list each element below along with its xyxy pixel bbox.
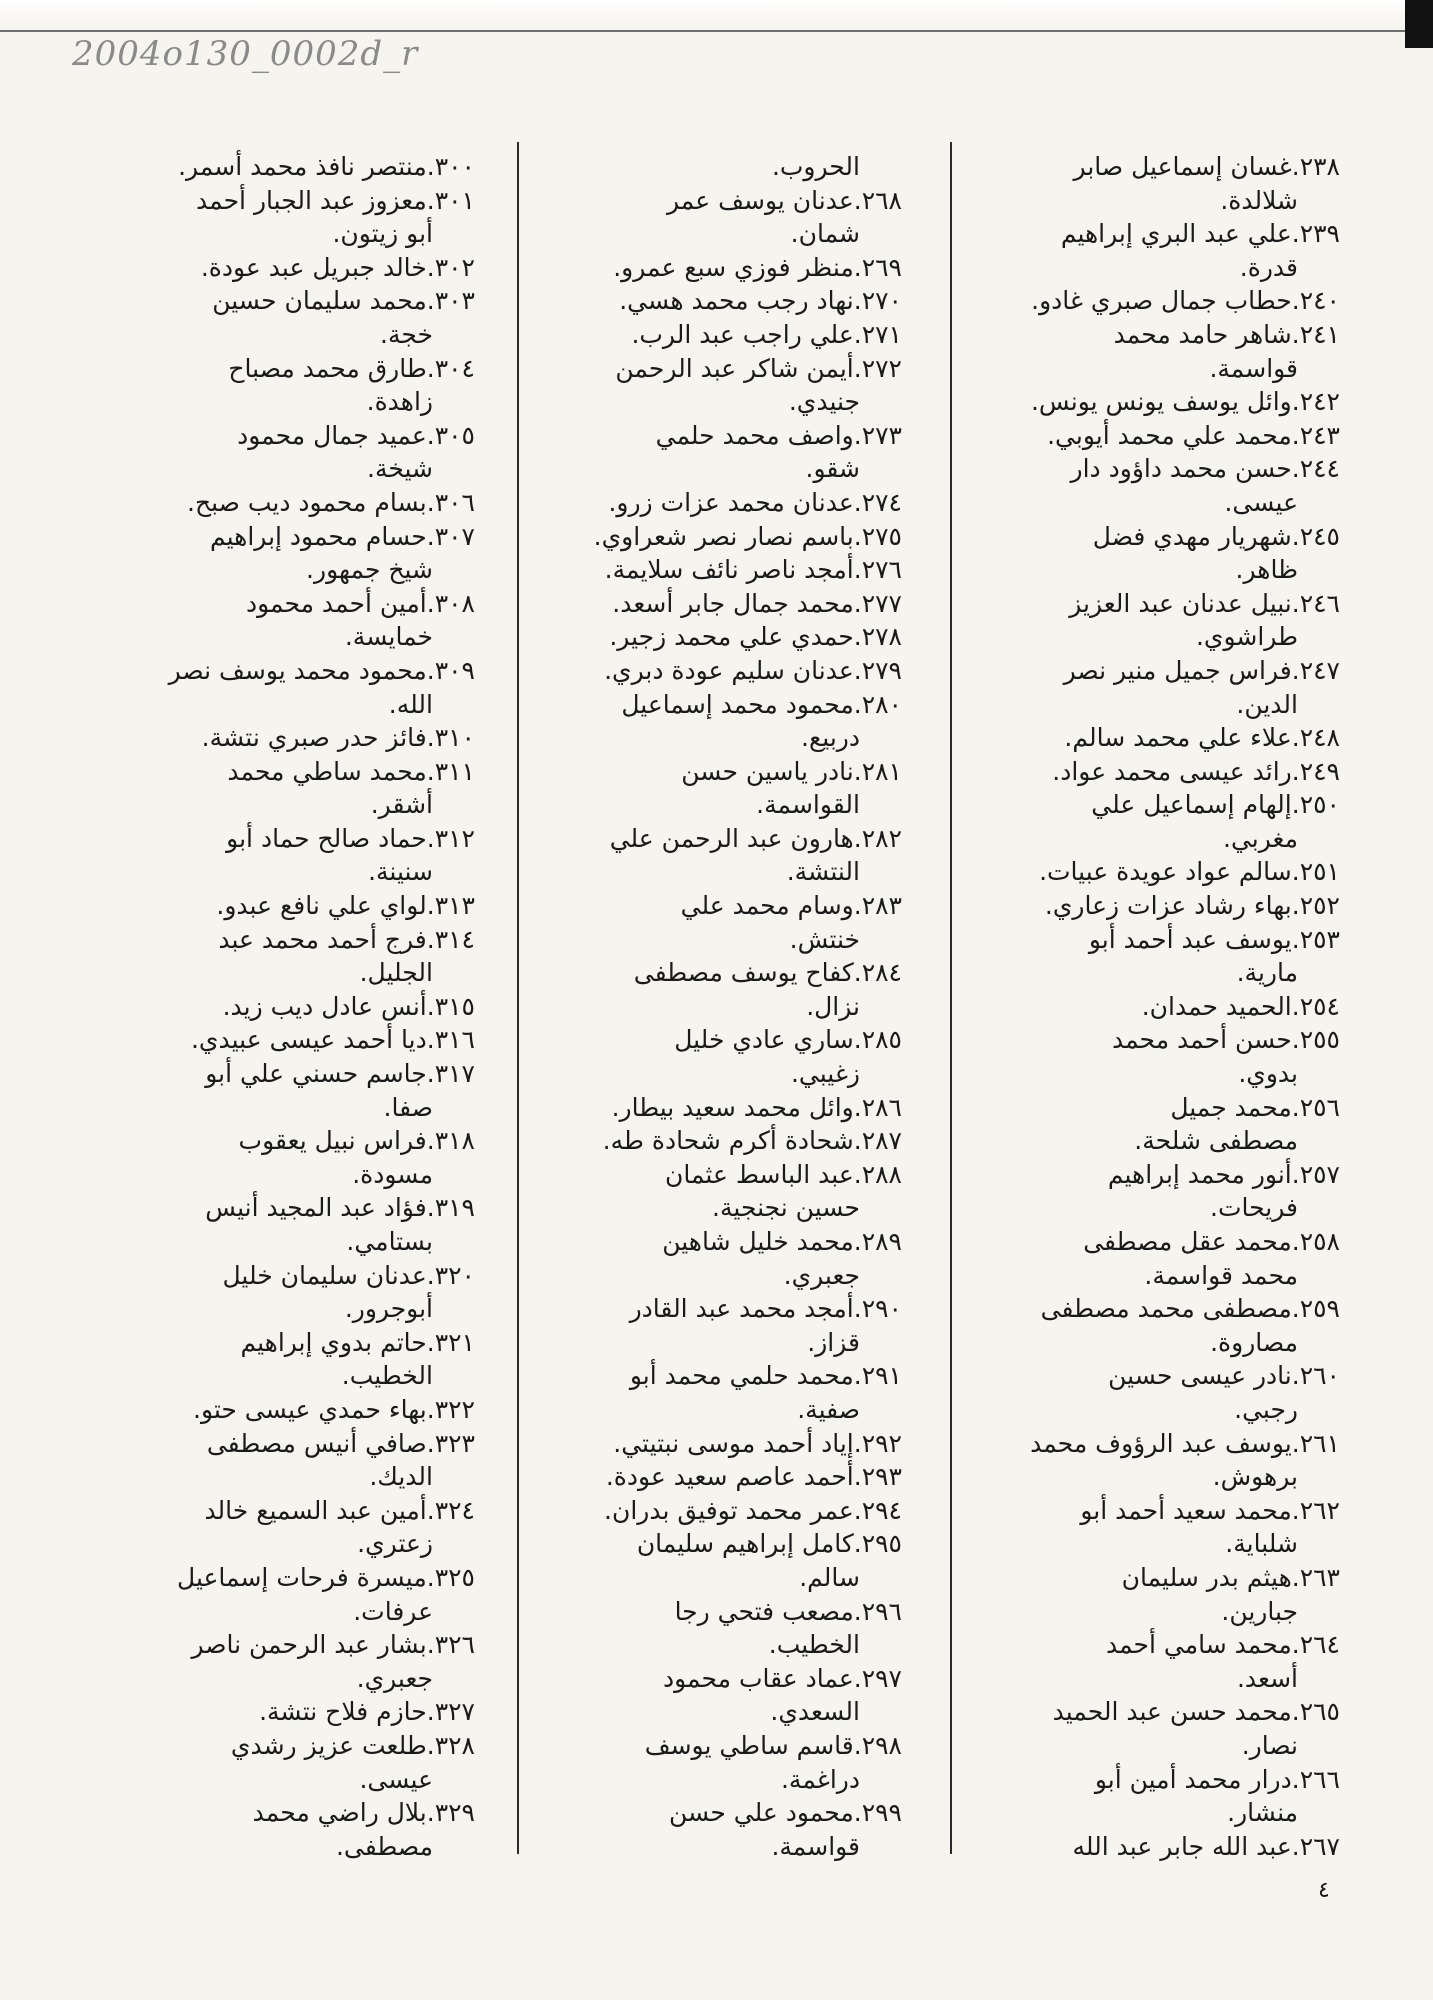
- list-item-continuation: قدرة.: [1239, 252, 1298, 282]
- list-item-continuation: النتشة.: [786, 857, 860, 887]
- list-item-continuation: سالم.: [799, 1562, 860, 1592]
- list-item-continuation: منشار.: [1227, 1798, 1298, 1828]
- page-top-edge: [0, 30, 1433, 32]
- scan-corner-mark: [1405, 0, 1433, 48]
- list-item: ٢٣٨.غسان إسماعيل صابر: [1073, 152, 1340, 181]
- list-item: ٣٢٣.صافي أنيس مصطفى: [206, 1428, 475, 1458]
- list-item-continuation: دربيع.: [801, 723, 860, 753]
- list-item: ٢٤١.شاهر حامد محمد: [1113, 319, 1340, 349]
- list-item-continuation: نصار.: [1241, 1730, 1298, 1760]
- list-item: ٣١٨.فراس نبيل يعقوب: [238, 1126, 475, 1156]
- list-item: ٣٠٩.محمود محمد يوسف نصر: [168, 655, 475, 685]
- scan-edge: [0, 0, 1433, 28]
- list-item-continuation: زعتري.: [357, 1529, 433, 1559]
- list-item-continuation: عيسى.: [1224, 487, 1298, 517]
- list-item-continuation: محمد قواسمة.: [1144, 1260, 1298, 1290]
- list-item-continuation: الديك.: [369, 1462, 433, 1492]
- list-item-continuation: طراشوي.: [1195, 622, 1298, 652]
- list-item-continuation: شيخة.: [367, 454, 433, 484]
- list-item: ٣٠٦.بسام محمود ديب صبح.: [187, 487, 475, 517]
- list-item-continuation: جعبري.: [783, 1260, 860, 1290]
- list-item: ٢٩٩.محمود علي حسن: [669, 1798, 902, 1828]
- list-item-continuation: أبوجرور.: [344, 1294, 433, 1324]
- list-item: ٣٢١.حاتم بدوي إبراهيم: [240, 1327, 475, 1357]
- list-item: ٢٦٩.منظر فوزي سبع عمرو.: [613, 252, 902, 282]
- list-item: ٢٥٩.مصطفى محمد مصطفى: [1040, 1294, 1340, 1324]
- list-item: ٢٦٢.محمد سعيد أحمد أبو: [1080, 1495, 1340, 1525]
- list-item-continuation: بدوي.: [1238, 1059, 1298, 1089]
- list-item-continuation: نزال.: [806, 991, 860, 1021]
- list-item-continuation: الدين.: [1236, 689, 1298, 719]
- list-item-continuation: الخطيب.: [341, 1361, 433, 1391]
- list-item: ٢٩٠.أمجد محمد عبد القادر: [629, 1294, 902, 1324]
- list-item: ٣١٦.ديا أحمد عيسى عبيدي.: [190, 1025, 475, 1055]
- list-item: ٢٩٤.عمر محمد توفيق بدران.: [604, 1495, 902, 1525]
- list-item-continuation: خنتش.: [789, 924, 860, 954]
- list-item: ٢٥٣.يوسف عبد أحمد أبو: [1088, 924, 1340, 954]
- list-item-continuation: سنينة.: [368, 857, 433, 887]
- list-item: ٢٩٥.كامل إبراهيم سليمان: [636, 1529, 902, 1559]
- list-item-continuation: شيخ جمهور.: [306, 555, 433, 585]
- list-item: ٣٠٠.منتصر نافذ محمد أسمر.: [178, 152, 475, 181]
- names-column-middle: [542, 150, 902, 1863]
- list-item: ٢٥١.سالم عواد عويدة عبيات.: [1039, 857, 1340, 887]
- list-item: ٢٨٠.محمود محمد إسماعيل: [621, 689, 902, 719]
- list-item-continuation: بستامي.: [346, 1227, 433, 1256]
- list-item: ٢٩٧.عماد عقاب محمود: [662, 1663, 902, 1693]
- list-item-continuation: حسين نجنجية.: [712, 1193, 860, 1223]
- list-item: ٢٧٨.حمدي علي محمد زجير.: [609, 622, 902, 652]
- list-item: ٣٢٨.طلعت عزيز رشدي: [230, 1730, 475, 1760]
- list-item: ٢٥٢.بهاء رشاد عزات زعاري.: [1044, 891, 1340, 921]
- list-item: ٢٤٣.محمد علي محمد أيوبي.: [1047, 420, 1340, 450]
- list-item: ٢٧٧.محمد جمال جابر أسعد.: [612, 588, 902, 618]
- names-column-left: [115, 150, 475, 1863]
- list-item: ٢٦٧.عبد الله جابر عبد الله: [1072, 1831, 1340, 1861]
- list-item: ٣١٠.فائز حدر صبري نتشة.: [201, 723, 475, 753]
- list-item: ٣٢٥.ميسرة فرحات إسماعيل: [177, 1562, 475, 1592]
- list-item: ٢٧٢.أيمن شاكر عبد الرحمن: [615, 353, 902, 383]
- list-item-continuation: برهوش.: [1212, 1462, 1298, 1492]
- list-item: ٣٢٤.أمين عبد السميع خالد: [204, 1495, 475, 1525]
- list-item: ٢٧٠.نهاد رجب محمد هسي.: [619, 286, 902, 316]
- list-item-continuation: مصطفى شلحة.: [1134, 1126, 1298, 1156]
- list-item: ٢٩٢.إياد أحمد موسى نبتيتي.: [613, 1428, 902, 1458]
- column-divider: [517, 142, 519, 1854]
- list-item: ٣١٢.حماد صالح حماد أبو: [226, 823, 475, 853]
- list-item-continuation: جبارين.: [1221, 1596, 1298, 1626]
- list-item: ٢٥٨.محمد عقل مصطفى: [1083, 1227, 1340, 1256]
- list-item: ٢٨٦.وائل محمد سعيد بيطار.: [611, 1092, 902, 1122]
- list-item-continuation: أبو زيتون.: [332, 219, 433, 249]
- list-item: ٢٦٣.هيثم بدر سليمان: [1121, 1562, 1340, 1592]
- list-item-continuation: خمايسة.: [344, 622, 433, 652]
- list-item: ٣٢٦.بشار عبد الرحمن ناصر: [191, 1630, 475, 1660]
- list-item-continuation: قواسمة.: [1209, 353, 1298, 383]
- list-item-continuation: عرفات.: [353, 1596, 433, 1626]
- list-item: ٢٩٣.أحمد عاصم سعيد عودة.: [605, 1462, 902, 1492]
- list-item-continuation: خجة.: [380, 319, 433, 349]
- list-item: ٣٢٢.بهاء حمدي عيسى حتو.: [193, 1394, 475, 1424]
- list-item: ٢٤٤.حسن محمد داؤود دار: [1070, 454, 1340, 484]
- list-item: ٣١٥.أنس عادل ديب زيد.: [222, 991, 475, 1021]
- list-item: ٢٩١.محمد حلمي محمد أبو: [629, 1361, 902, 1391]
- list-item-continuation: مارية.: [1236, 958, 1298, 988]
- list-item: ٢٨٤.كفاح يوسف مصطفى: [633, 958, 902, 988]
- list-item: ٣٢٧.حازم فلاح نتشة.: [259, 1697, 475, 1727]
- list-item: ٢٩٦.مصعب فتحي رجا: [674, 1596, 902, 1626]
- list-item-continuation: الجليل.: [359, 958, 433, 988]
- list-item: ٢٤٦.نبيل عدنان عبد العزيز: [1069, 588, 1340, 618]
- list-item: ٣٢٠.عدنان سليمان خليل: [222, 1260, 475, 1290]
- list-item-continuation: دراغمة.: [780, 1764, 860, 1794]
- list-item: ٢٦٦.درار محمد أمين أبو: [1094, 1764, 1340, 1794]
- list-item: ٢٥٤.الحميد حمدان.: [1141, 991, 1340, 1021]
- column-divider: [950, 142, 952, 1854]
- list-item: ٢٨٩.محمد خليل شاهين: [662, 1227, 902, 1256]
- names-column-right: [1000, 150, 1340, 1863]
- list-item: ٢٤٨.علاء علي محمد سالم.: [1064, 723, 1340, 753]
- list-item-continuation: السعدي.: [770, 1697, 860, 1727]
- list-item: ٢٨٧.شحادة أكرم شحادة طه.: [602, 1126, 902, 1156]
- list-item-continuation: مسودة.: [352, 1159, 433, 1189]
- list-item-continuation: عيسى.: [359, 1764, 433, 1794]
- list-item-continuation: ظاهر.: [1235, 555, 1298, 585]
- list-item: ٣٠٥.عميد جمال محمود: [237, 420, 475, 450]
- list-item: ٢٩٨.قاسم ساطي يوسف: [644, 1730, 902, 1760]
- list-item-continuation: شقو.: [805, 454, 860, 484]
- list-item: ٣٠١.معزوز عبد الجبار أحمد: [196, 185, 475, 215]
- list-item: ٢٨٨.عبد الباسط عثمان: [664, 1159, 902, 1189]
- list-item-continuation: صفا.: [383, 1092, 433, 1122]
- list-item: ٢٤٥.شهريار مهدي فضل: [1092, 521, 1340, 551]
- list-item-continuation: شمان.: [790, 219, 860, 249]
- list-item: ٢٤٢.وائل يوسف يونس يونس.: [1030, 387, 1340, 417]
- page-number: ٤: [1318, 1878, 1330, 1903]
- list-item-continuation: صفية.: [797, 1394, 860, 1424]
- handwritten-annotation: 2004o130_0002d_r: [72, 34, 419, 74]
- list-item-continuation: شلالدة.: [1220, 185, 1298, 215]
- list-item: ٢٧١.علي راجب عبد الرب.: [631, 319, 902, 349]
- list-item: ٣٢٩.بلال راضي محمد: [252, 1798, 475, 1828]
- list-item: ٢٤٩.رائد عيسى محمد عواد.: [1052, 756, 1340, 786]
- list-item: ٢٧٣.واصف محمد حلمي: [655, 420, 902, 450]
- list-item: ٢٦١.يوسف عبد الرؤوف محمد: [1030, 1428, 1340, 1458]
- list-item-continuation: أسعد.: [1236, 1663, 1298, 1693]
- list-item: ٢٤٧.فراس جميل منير نصر: [1063, 655, 1340, 685]
- list-item: ٣١١.محمد ساطي محمد: [227, 756, 475, 786]
- list-item: ٢٧٤.عدنان محمد عزات زرو.: [608, 487, 902, 517]
- list-item: ٢٥٠.إلهام إسماعيل علي: [1091, 790, 1340, 820]
- list-item: ٢٨٥.ساري عادي خليل: [674, 1025, 902, 1055]
- list-item-continuation: الله.: [388, 689, 433, 719]
- list-item-continuation: قزاز.: [807, 1327, 860, 1357]
- list-item: ٢٧٦.أمجد ناصر نائف سلايمة.: [604, 555, 902, 585]
- list-item-continuation: قواسمة.: [771, 1831, 860, 1861]
- list-item-continuation: أشقر.: [370, 790, 433, 820]
- list-item-continuation: زاهدة.: [366, 387, 433, 417]
- list-item: ٢٧٩.عدنان سليم عودة دبري.: [604, 655, 902, 685]
- list-item-continuation: فريحات.: [1210, 1193, 1298, 1223]
- list-item: ٢٥٧.أنور محمد إبراهيم: [1107, 1159, 1340, 1189]
- list-item-continuation: مصطفى.: [335, 1831, 433, 1861]
- list-item-continuation: رجبي.: [1234, 1394, 1298, 1424]
- list-item: ٣٠٢.خالد جبريل عبد عودة.: [200, 252, 475, 282]
- list-item-continuation: جعبري.: [356, 1663, 433, 1693]
- list-item: ٢٨١.نادر ياسين حسن: [681, 756, 902, 786]
- list-item: ٢٦٤.محمد سامي أحمد: [1105, 1630, 1340, 1660]
- list-item: ٢٦٠.نادر عيسى حسين: [1108, 1361, 1340, 1391]
- list-item: ٢٧٥.باسم نصار نصر شعراوي.: [593, 521, 902, 551]
- list-item: ٢٤٠.حطاب جمال صبري غادو.: [1031, 286, 1340, 316]
- list-item-continuation: القواسمة.: [756, 790, 860, 820]
- list-item-continuation: جنيدي.: [788, 387, 860, 417]
- list-item: ٢٨٣.وسام محمد علي: [680, 891, 902, 921]
- list-item: ٣١٤.فرج أحمد محمد عبد: [218, 924, 475, 954]
- list-item: ٢٦٥.محمد حسن عبد الحميد: [1052, 1697, 1340, 1727]
- list-item: ٣١٩.فؤاد عبد المجيد أنيس: [205, 1193, 475, 1223]
- list-item: ٣١٣.لواي علي نافع عبدو.: [216, 891, 475, 921]
- list-item: ٣٠٣.محمد سليمان حسين: [212, 286, 475, 316]
- list-item-continuation: الحروب.: [771, 152, 860, 181]
- list-item: ٣٠٨.أمين أحمد محمود: [245, 588, 475, 618]
- list-item-continuation: مغربي.: [1223, 823, 1298, 853]
- list-item: ٢٦٨.عدنان يوسف عمر: [667, 185, 902, 215]
- list-item-continuation: مصاروة.: [1210, 1327, 1298, 1357]
- list-item: ٣٠٧.حسام محمود إبراهيم: [209, 521, 475, 551]
- list-item: ٢٥٥.حسن أحمد محمد: [1111, 1025, 1340, 1055]
- list-item: ٢٨٢.هارون عبد الرحمن علي: [609, 823, 902, 853]
- list-item-continuation: زغيبي.: [790, 1059, 860, 1089]
- list-item: ٢٣٩.علي عبد البري إبراهيم: [1060, 219, 1340, 249]
- list-item: ٣٠٤.طارق محمد مصباح: [228, 353, 475, 383]
- list-item: ٣١٧.جاسم حسني علي أبو: [205, 1059, 475, 1089]
- list-item: ٢٥٦.محمد جميل: [1170, 1092, 1340, 1122]
- list-item-continuation: الخطيب.: [768, 1630, 860, 1660]
- list-item-continuation: شلباية.: [1225, 1529, 1298, 1559]
